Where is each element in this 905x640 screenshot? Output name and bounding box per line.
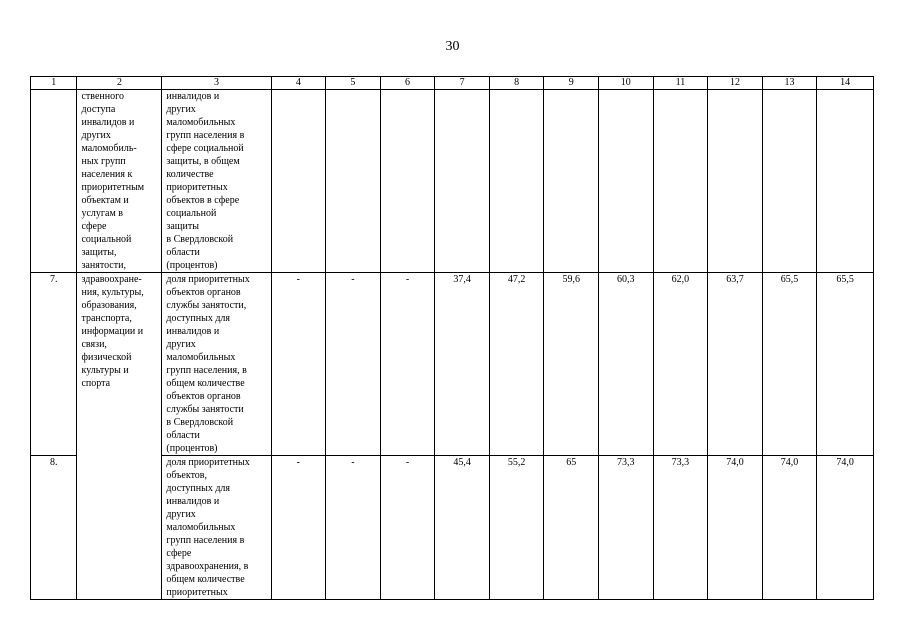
column-header: 5 (326, 77, 381, 90)
column-header: 2 (77, 77, 162, 90)
column-header: 12 (708, 77, 763, 90)
page-number: 30 (445, 39, 460, 54)
value-cell (489, 90, 544, 273)
table-row (31, 273, 874, 456)
value-cell: - (271, 273, 326, 456)
value-cell: 74,0 (762, 456, 817, 600)
value-cell (326, 90, 381, 273)
value-cell (817, 90, 874, 273)
column-header: 6 (380, 77, 435, 90)
value-cell: 37,4 (435, 273, 490, 456)
value-cell (271, 90, 326, 273)
indicators-table (30, 76, 874, 600)
value-cell (435, 90, 490, 273)
value-cell: 62,0 (653, 273, 708, 456)
column-header: 10 (599, 77, 654, 90)
value-cell: 65,5 (817, 273, 874, 456)
value-cell: - (326, 273, 381, 456)
column-header: 11 (653, 77, 708, 90)
column-header: 14 (817, 77, 874, 90)
table-row (31, 90, 874, 273)
value-cell: - (326, 456, 381, 600)
row-number (31, 90, 77, 273)
column-header: 4 (271, 77, 326, 90)
indicator-cell: доля приоритетных объектов, доступных для инвалидов и других маломобильных групп населения в сфере здравоохранения, в общем количестве приоритетных (162, 456, 271, 600)
value-cell: 59,6 (544, 273, 599, 456)
value-cell: 45,4 (435, 456, 490, 600)
value-cell: - (271, 456, 326, 600)
value-cell: - (380, 273, 435, 456)
indicator-cell: доля приоритетных объектов органов службы занятости, доступных для инвалидов и других маломобильных групп населения, в общем количестве объектов органов службы занятости в Свердловской области (процентов) (162, 273, 271, 456)
value-cell: 55,2 (489, 456, 544, 600)
value-cell (708, 90, 763, 273)
goal-cell: здравоохране- ния, культуры, образования, транспорта, информации и связи, физической культуры и спорта (77, 273, 162, 600)
value-cell (653, 90, 708, 273)
column-header: 1 (31, 77, 77, 90)
indicator-cell: инвалидов и других маломобильных групп населения в сфере социальной защиты, в общем количестве приоритетных объектов в сфере социальной защиты в Свердловской области (процентов) (162, 90, 271, 273)
row-number: 7. (31, 273, 77, 456)
column-header: 3 (162, 77, 271, 90)
value-cell: 73,3 (653, 456, 708, 600)
value-cell: 65 (544, 456, 599, 600)
value-cell: 65,5 (762, 273, 817, 456)
value-cell: 74,0 (817, 456, 874, 600)
column-header: 9 (544, 77, 599, 90)
value-cell: 63,7 (708, 273, 763, 456)
value-cell (599, 90, 654, 273)
value-cell (762, 90, 817, 273)
value-cell: 47,2 (489, 273, 544, 456)
value-cell (544, 90, 599, 273)
row-number: 8. (31, 456, 77, 600)
column-number-row (31, 77, 874, 90)
value-cell: 74,0 (708, 456, 763, 600)
value-cell: 60,3 (599, 273, 654, 456)
column-header: 7 (435, 77, 490, 90)
column-header: 8 (489, 77, 544, 90)
column-header: 13 (762, 77, 817, 90)
value-cell: 73,3 (599, 456, 654, 600)
goal-cell: ственного доступа инвалидов и других маломобиль- ных групп населения к приоритетным объектам и услугам в сфере социальной защиты, занятости, (77, 90, 162, 273)
value-cell: - (380, 456, 435, 600)
value-cell (380, 90, 435, 273)
